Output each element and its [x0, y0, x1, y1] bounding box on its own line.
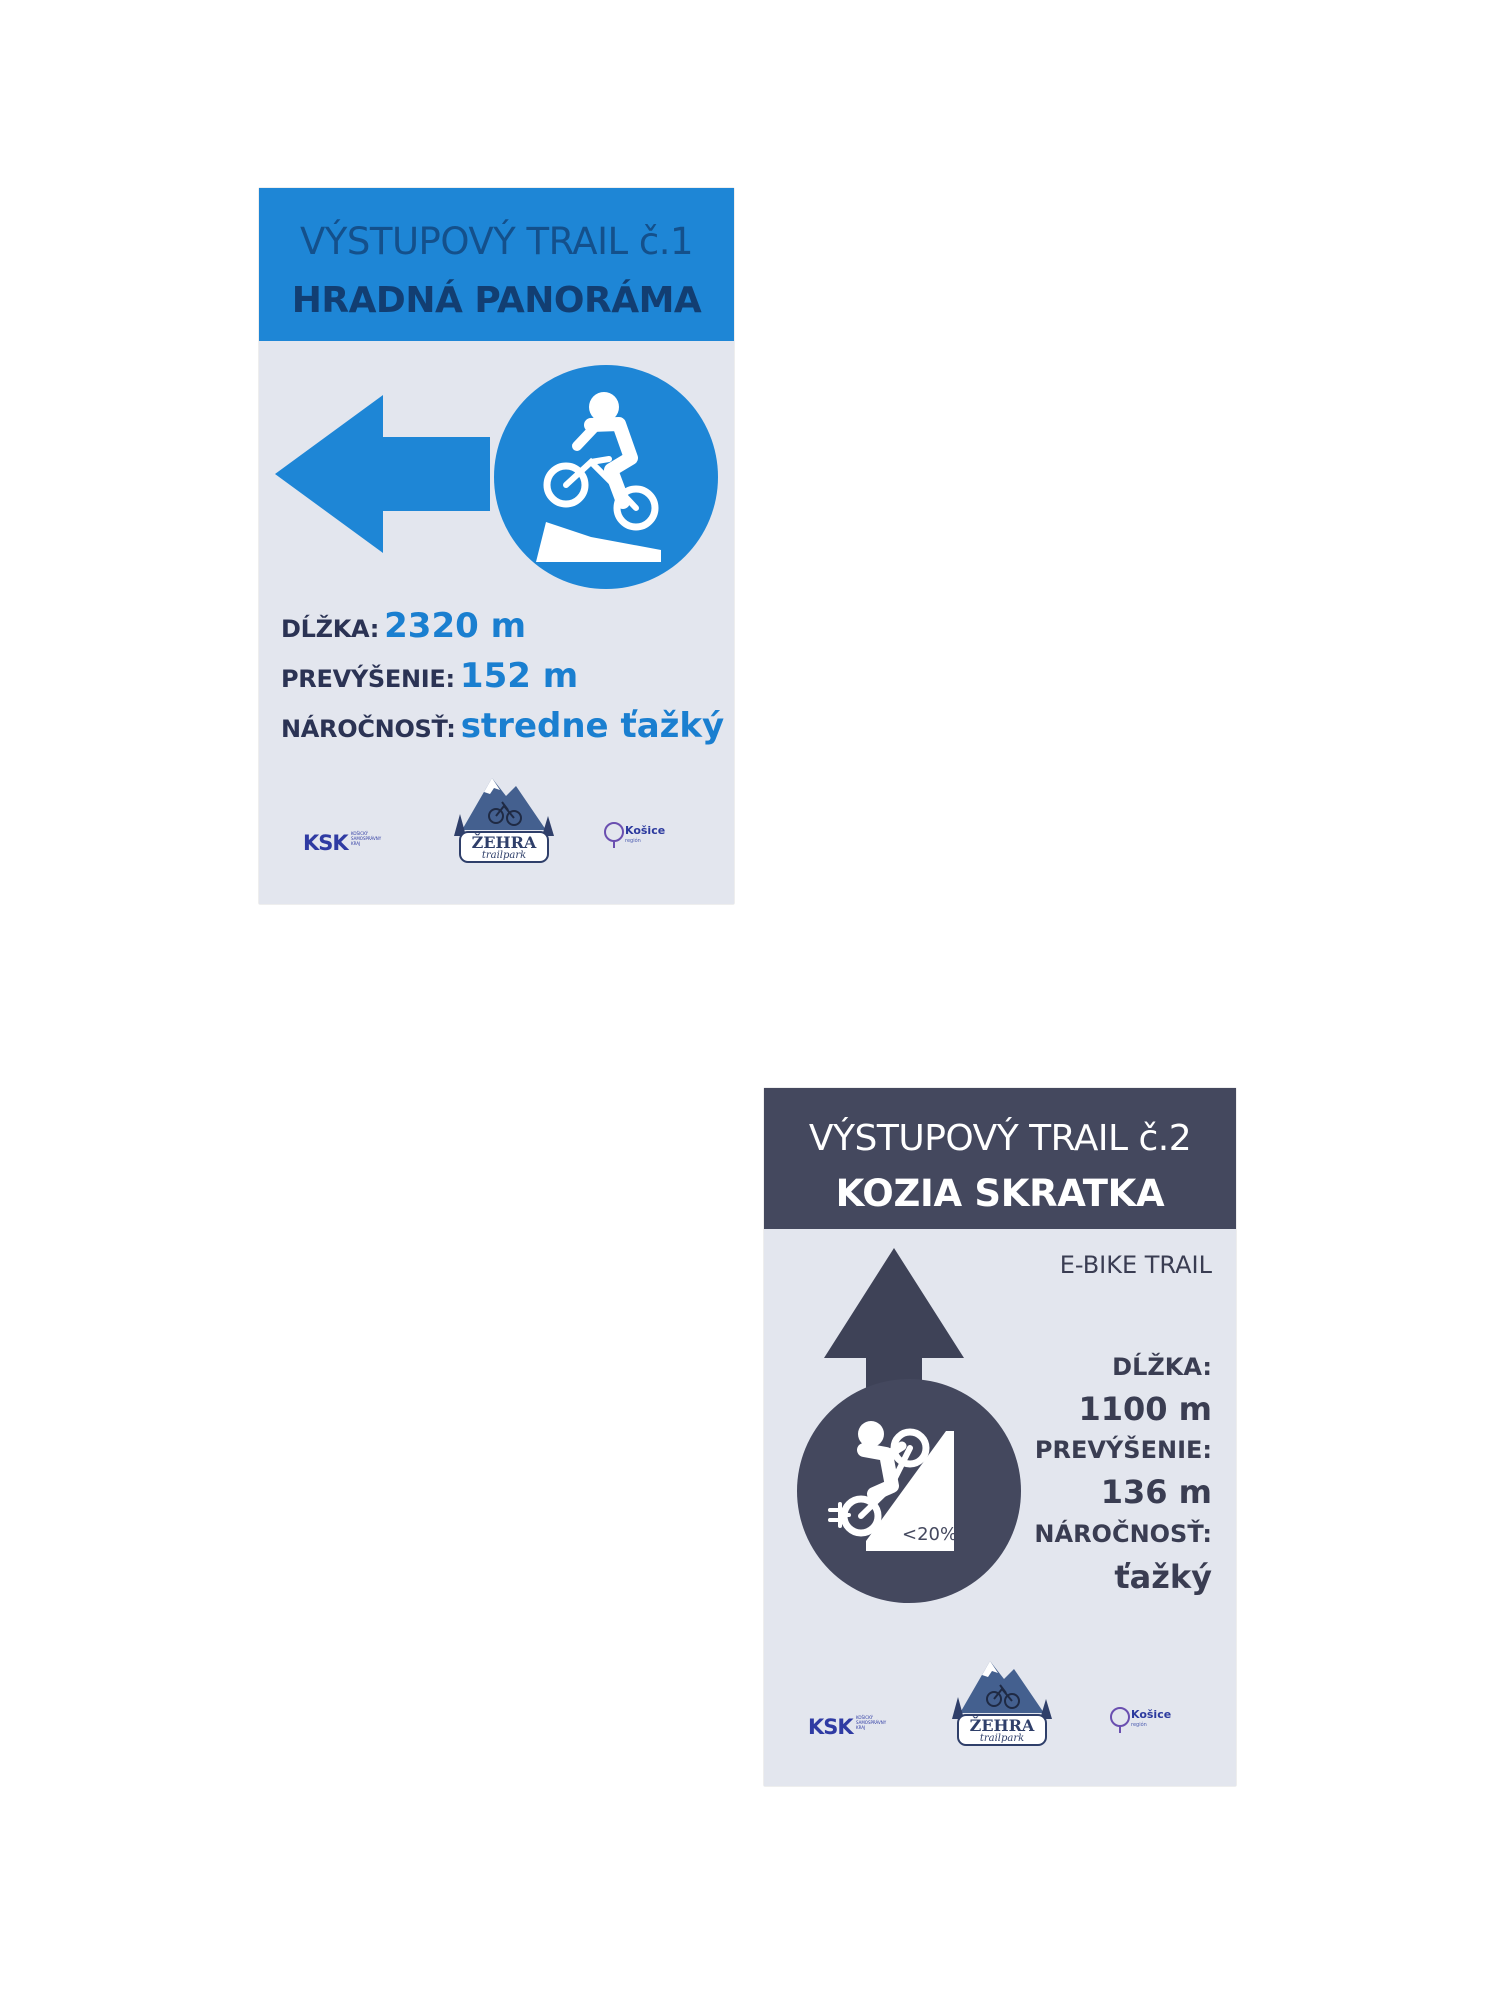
slope-label: <20%: [902, 1524, 958, 1545]
kosice-logo-subtitle: región: [1131, 1722, 1147, 1728]
kosice-logo-text: Košice: [1131, 1708, 1172, 1721]
zehra-logo-title: ŽEHRA: [969, 1716, 1035, 1735]
zehra-logo-subtitle: trailpark: [481, 850, 527, 861]
e-bike-trail-label: E-BIKE TRAIL: [1059, 1251, 1212, 1279]
sign-title-line1: VÝSTUPOVÝ TRAIL č.2: [808, 1118, 1192, 1159]
trail-sign-1: [259, 188, 734, 904]
ksk-logo: KSK: [303, 831, 348, 855]
e-bike-uphill-icon: [794, 1376, 1024, 1606]
sign-title-line2: KOZIA SKRATKA: [835, 1172, 1165, 1215]
length-label: DĹŽKA:: [1112, 1353, 1212, 1381]
kosice-logo-subtitle: región: [625, 838, 641, 844]
sign-title-line2: HRADNÁ PANORÁMA: [291, 280, 702, 321]
kosice-region-logo: [1109, 1706, 1131, 1734]
trail-sign-2: [764, 1088, 1236, 1786]
difficulty-value: stredne ťažký: [460, 706, 725, 746]
ksk-subtitle: KOŠICKÝ SAMOSPRÁVNY KRAJ: [856, 1715, 887, 1730]
difficulty-label: NÁROČNOSŤ:: [281, 715, 456, 743]
difficulty-label: NÁROČNOSŤ:: [1034, 1520, 1212, 1548]
zehra-logo-title: ŽEHRA: [471, 833, 537, 852]
length-row: [281, 606, 526, 646]
kosice-logo-text: Košice: [625, 824, 666, 837]
uphill-cyclist-icon: [491, 362, 721, 592]
zehra-logo-subtitle: trailpark: [979, 1733, 1025, 1744]
elevation-label: PREVÝŠENIE:: [281, 665, 455, 693]
kosice-region-logo: [603, 821, 625, 849]
difficulty-row: [281, 706, 724, 746]
ksk-subtitle: KOŠICKÝ SAMOSPRÁVNY KRAJ: [351, 831, 382, 846]
elevation-value: 152 m: [459, 656, 579, 696]
sign-header: [259, 188, 734, 341]
ksk-logo: KSK: [808, 1715, 853, 1739]
length-value: 1100 m: [1078, 1390, 1212, 1428]
difficulty-value: ťažký: [1114, 1558, 1212, 1596]
sign-title-line1: VÝSTUPOVÝ TRAIL č.1: [299, 220, 694, 263]
length-label: DĹŽKA:: [281, 615, 380, 643]
elevation-label: PREVÝŠENIE:: [1034, 1436, 1212, 1464]
elevation-row: [281, 656, 578, 696]
sign-header: [764, 1088, 1236, 1229]
length-value: 2320 m: [384, 606, 527, 646]
elevation-value: 136 m: [1100, 1473, 1212, 1511]
